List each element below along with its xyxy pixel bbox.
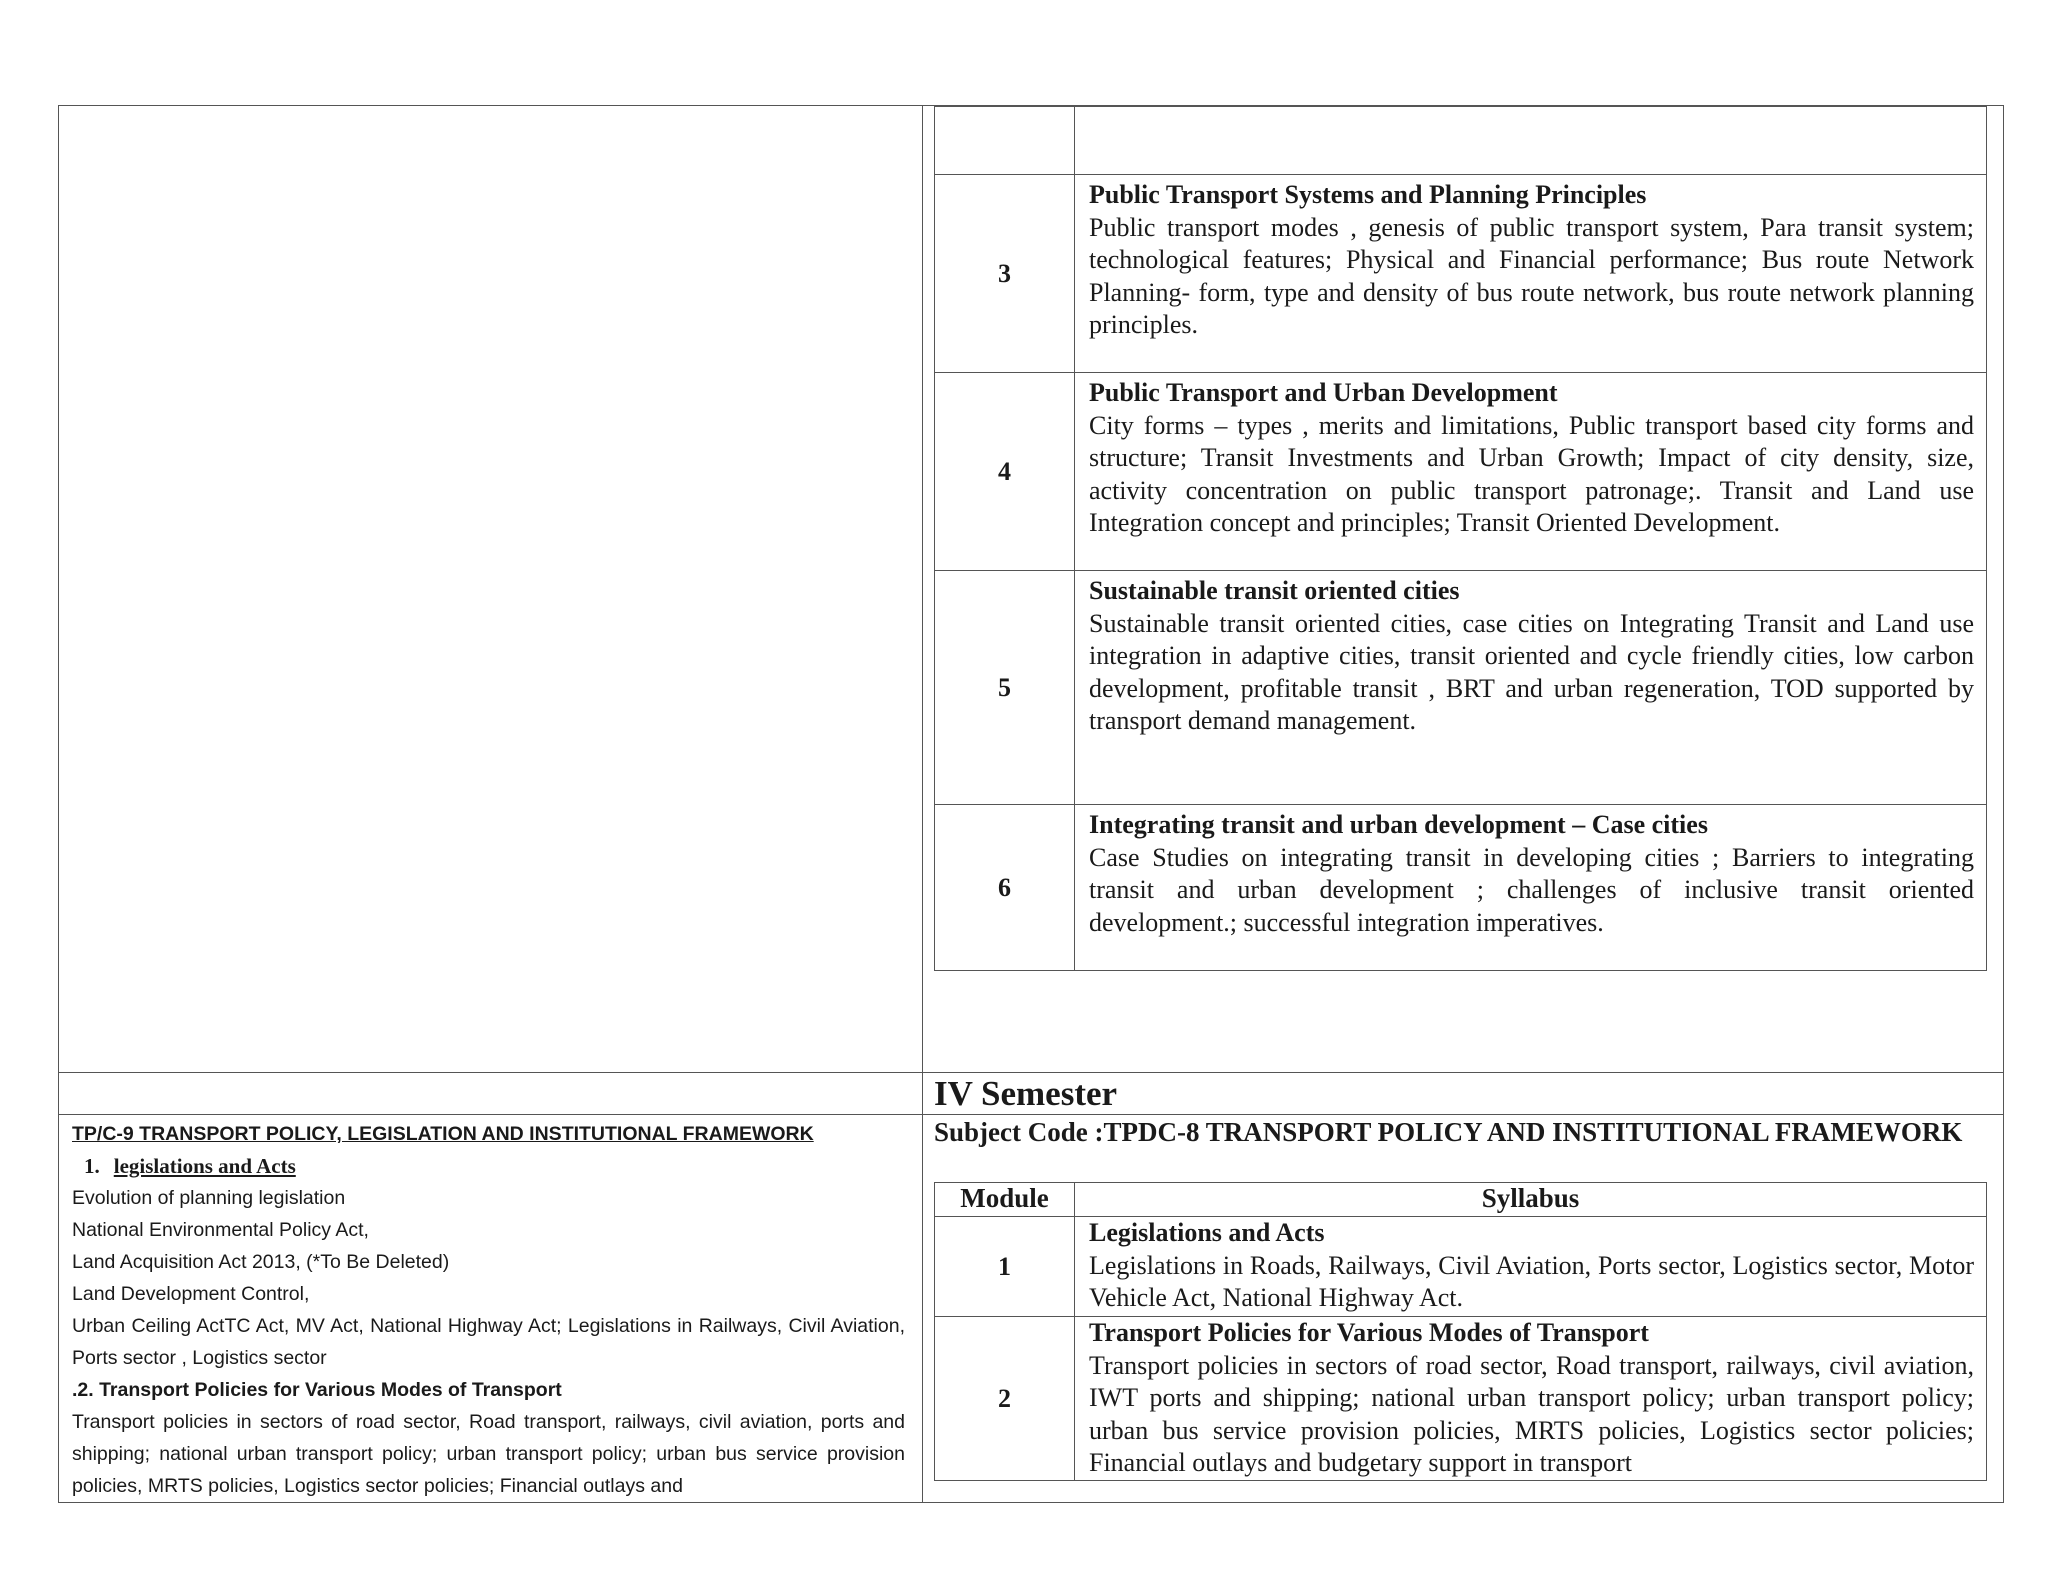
subject-name: TPDC-8 TRANSPORT POLICY AND INSTITUTIONAL FRAMEWORK — [1103, 1117, 1963, 1147]
section-2-heading: .2. Transport Policies for Various Modes of Transport — [72, 1379, 562, 1401]
module-title: Integrating transit and urban development – Case cities — [1089, 810, 1708, 839]
table-row — [935, 175, 1987, 373]
semester-heading: IV Semester — [934, 1074, 1118, 1113]
module-number: 2 — [935, 1317, 1075, 1481]
table-row — [935, 373, 1987, 571]
module-title: Public Transport and Urban Development — [1089, 378, 1558, 407]
module-number: 5 — [935, 571, 1075, 805]
module-header: Module — [935, 1183, 1075, 1217]
module-title: Public Transport Systems and Planning Principles — [1089, 180, 1647, 209]
syllabus-header: Syllabus — [1075, 1183, 1987, 1217]
section-1-title: legislations and Acts — [113, 1154, 296, 1178]
module-number — [935, 107, 1075, 175]
module-body: Legislations in Roads, Railways, Civil Aviation, Ports sector, Logistics sector, Motor Vehicle Act, National Highway Act. — [1089, 1250, 1974, 1312]
paragraph: Urban Ceiling ActTC Act, MV Act, National Highway Act; Legislations in Railways, Civil Aviation, Ports sector , Logistics sector — [72, 1315, 905, 1369]
old-syllabus-column — [72, 1118, 905, 1502]
table-row — [935, 805, 1987, 971]
subject-code — [934, 1116, 1986, 1149]
section-1-number: 1. — [84, 1154, 100, 1178]
column-divider — [922, 105, 923, 1503]
module-title: Transport Policies for Various Modes of Transport — [1089, 1318, 1649, 1347]
module-content — [1075, 175, 1987, 373]
module-content — [1075, 571, 1987, 805]
module-title: Legislations and Acts — [1089, 1218, 1325, 1247]
table-row — [935, 1217, 1987, 1317]
section-1-heading — [72, 1150, 905, 1182]
lower-syllabus-table — [934, 1182, 1987, 1481]
module-content — [1075, 1217, 1987, 1317]
list-item: Land Development Control, — [72, 1283, 310, 1305]
course-code-heading: TP/C-9 TRANSPORT POLICY, LEGISLATION AND INSTITUTIONAL FRAMEWORK — [72, 1123, 814, 1145]
upper-syllabus-table — [934, 106, 1987, 971]
module-body: Sustainable transit oriented cities, case cities on Integrating Transit and Land use integration in adaptive cities, transit oriented and cycle friendly cities, low carbon development, profitable transit , BRT and urban regeneration, TOD supported by transport demand management. — [1089, 608, 1974, 735]
list-item: Evolution of planning legislation — [72, 1187, 346, 1209]
table-row — [935, 571, 1987, 805]
list-item: National Environmental Policy Act, — [72, 1219, 369, 1241]
module-number: 1 — [935, 1217, 1075, 1317]
subject-code-label: Subject Code : — [934, 1117, 1104, 1147]
module-content — [1075, 373, 1987, 571]
paragraph: Transport policies in sectors of road sector, Road transport, railways, civil aviation, ports and shipping; national urban transport policy; urban transport policy; urban bus service provision policies, MRTS policies, Logistics sector policies; Financial outlays and — [72, 1411, 905, 1497]
module-body: Transport policies in sectors of road sector, Road transport, railways, civil aviation, IWT ports and shipping; national urban transport policy; urban transport policy; urban bus service provision policies, MRTS policies, Logistics sector policies; Financial outlays and budgetary support in transport — [1089, 1350, 1974, 1477]
list-item: Land Acquisition Act 2013, (*To Be Deleted) — [72, 1251, 450, 1273]
table-row — [935, 107, 1987, 175]
module-content — [1075, 1317, 1987, 1481]
module-content — [1075, 805, 1987, 971]
module-number: 3 — [935, 175, 1075, 373]
module-body: Case Studies on integrating transit in developing cities ; Barriers to integrating transit and urban development ; challenges of inclusive transit oriented development.; successful integration imperatives. — [1089, 842, 1974, 937]
table-row — [935, 1317, 1987, 1481]
module-number: 4 — [935, 373, 1075, 571]
module-body: City forms – types , merits and limitations, Public transport based city forms and structure; Transit Investments and Urban Growth; Impact of city density, size, activity concentration on public transport patronage;. Transit and Land use Integration concept and principles; Transit Oriented Development. — [1089, 410, 1974, 537]
module-title: Sustainable transit oriented cities — [1089, 576, 1460, 605]
module-number: 6 — [935, 805, 1075, 971]
module-body: Public transport modes , genesis of public transport system, Para transit system; technological features; Physical and Financial performance; Bus route Network Planning- form, type and density of bus route network, bus route network planning principles. — [1089, 212, 1974, 339]
module-content — [1075, 107, 1987, 175]
table-header-row — [935, 1183, 1987, 1217]
